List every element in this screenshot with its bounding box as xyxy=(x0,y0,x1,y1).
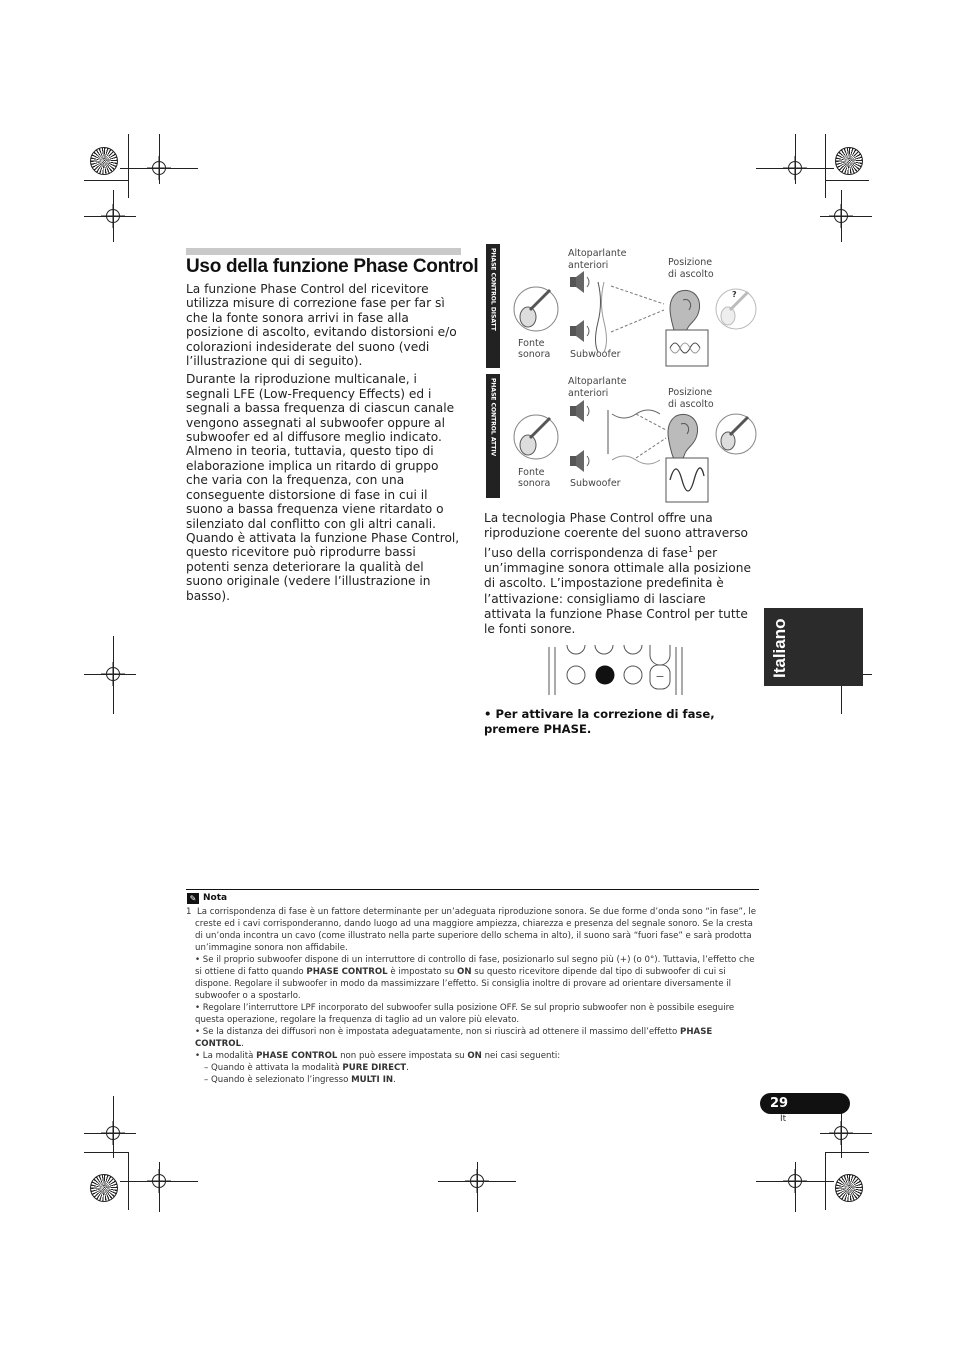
diagram-phase-on xyxy=(486,374,756,502)
listening-position-label-2: di ascolto xyxy=(668,399,714,410)
faded-guitar-icon xyxy=(716,289,756,329)
subwoofer-label: Subwoofer xyxy=(570,349,621,360)
note-subitem: – Quando è attivata la modalità PURE DIRECT. xyxy=(204,1063,409,1073)
side-label-off: PHASE CONTROL DISATT xyxy=(489,248,497,331)
left-column xyxy=(186,282,462,607)
source-label-2: sonora xyxy=(518,478,551,489)
paragraph: La funzione Phase Control del ricevitore utilizza misure di correzione fase per far sì che la fonte sonora arrivi in fase alla posizione di ascolto, evitando distorsioni e/o colorazioni indesiderate del suono (vedi l’illustrazione qui di seguito). xyxy=(186,282,457,369)
paragraph: Durante la riproduzione multicanale, i segnali LFE (Low-Frequency Effects) ed i segnali a bassa frequenza di ciascun canale vengono assegnati al subwoofer oppure al subwoofer ed al diffusore meglio indicato. Almeno in teoria, tuttavia, questo tipo di elaborazione implica un ritardo di gruppo che varia con la frequenza, con una conseguente distorsione di fase in cui il suono a bassa frequenza viene ritardato o silenziato dal conflitto con gli altri canali. Quando è attivata la funzione Phase Control, questo ricevitore può riprodurre bassi potenti senza deteriorare la qualità del suono originale (vedere l’illustrazione in basso). xyxy=(186,372,460,603)
page-language-code: It xyxy=(780,1114,787,1124)
front-speakers-label-2: anteriori xyxy=(568,260,609,271)
page-number: 29 xyxy=(770,1096,789,1111)
right-column xyxy=(484,511,756,637)
front-speakers-label: Altoparlante xyxy=(568,376,627,387)
phase-button[interactable] xyxy=(596,666,615,685)
instruction-bullet: • Per attivare la correzione di fase, premere PHASE. xyxy=(484,707,715,736)
note-item: • Se il proprio subwoofer dispone di un interruttore di controllo di fase, posizionarlo sul segno più (+) (o 0°). Tuttavia, l’effetto che si ottiene di fatto quando PHASE CONTROL è impostato su ON su questo ricevitore dipende dal tipo di subwoofer di cui si dispone. Regolare il subwoofer in modo da massimizzare l’effetto. Si consiglia inoltre di provare ad orientare diversamente il subwoofer o a spostarlo. xyxy=(195,955,755,1001)
source-label: Fonte xyxy=(518,338,545,349)
listening-position-label-2: di ascolto xyxy=(668,269,714,280)
color-wheel-mark xyxy=(90,147,118,175)
footnote: 1 La corrispondenza di fase è un fattore determinante per un’adeguata riproduzione sonora. Se due forme d’onda sono “in fase”, le creste ed i cavi corrisponderanno, dando luogo ad una maggiore ampiezza, chiarezza e presenza del segnale sonoro. Se la cresta di un’onda incontra un cavo (come illustrato nella parte superiore dello schema in alto), il suono sarà “fuori fase” e sarà prodotta un’immagine sonora non affidabile. xyxy=(186,907,757,953)
phase-control-diagram xyxy=(486,244,762,506)
paragraph-part: per un’immagine sonora ottimale alla posizione di ascolto. L’impostazione predefinita è l’attivazione: consigliamo di lasciare attivata la funzione Phase Control per tutte le fonti sonore. xyxy=(484,545,751,637)
guitar-icon xyxy=(514,415,558,459)
front-speaker-icon xyxy=(570,271,589,293)
source-label: Fonte xyxy=(518,467,545,478)
note-icon: ✎ xyxy=(187,893,199,904)
page-title: Uso della funzione Phase Control xyxy=(186,256,479,277)
footnote-reference: 1 xyxy=(687,544,694,554)
diagram-phase-off xyxy=(486,244,756,368)
color-wheel-mark xyxy=(90,1174,118,1202)
listening-position-label: Posizione xyxy=(668,387,713,398)
color-wheel-mark xyxy=(835,1174,863,1202)
side-label-on: PHASE CONTROL ATTIV xyxy=(489,378,497,457)
note-item: • Regolare l’interruttore LPF incorporato del subwoofer sulla posizione OFF. Se sul proprio subwoofer non è possibile eseguire questa operazione, regolare la frequenza di taglio ad un valore più elevato. xyxy=(195,1003,735,1025)
note-item: • Se la distanza dei diffusori non è impostata adeguatamente, non si riuscirà ad ottenere il massimo dell’effetto PHASE CONTROL. xyxy=(195,1027,713,1049)
subwoofer-label: Subwoofer xyxy=(570,478,621,489)
source-label-2: sonora xyxy=(518,349,551,360)
remote-button xyxy=(624,666,642,684)
front-speakers-label: Altoparlante xyxy=(568,248,627,259)
question-mark: ? xyxy=(732,290,737,299)
remote-button xyxy=(567,666,585,684)
color-wheel-mark xyxy=(835,147,863,175)
subwoofer-icon xyxy=(570,450,589,472)
note-title: Nota xyxy=(203,893,228,903)
front-speakers-label-2: anteriori xyxy=(568,388,609,399)
ear-icon xyxy=(668,414,698,460)
heading-rule xyxy=(186,248,461,255)
front-speaker-icon xyxy=(570,400,589,422)
notes-block xyxy=(186,906,758,1086)
language-tab-label: Italiano xyxy=(770,618,789,678)
listening-position-label: Posizione xyxy=(668,257,713,268)
guitar-icon xyxy=(716,414,756,454)
paragraph xyxy=(484,511,756,637)
note-divider xyxy=(186,889,759,890)
remote-control-illustration xyxy=(546,645,692,697)
paragraph-part: La tecnologia Phase Control offre una riproduzione coerente del suono attraverso l’uso della corrispondenza di fase xyxy=(484,511,749,560)
note-subitem: – Quando è selezionato l’ingresso MULTI IN. xyxy=(204,1075,396,1085)
subwoofer-icon xyxy=(570,320,589,342)
ear-icon xyxy=(670,290,700,336)
guitar-icon xyxy=(514,287,558,331)
minus-icon: − xyxy=(655,670,665,683)
note-item: • La modalità PHASE CONTROL non può essere impostata su ON nei casi seguenti: xyxy=(195,1051,561,1061)
